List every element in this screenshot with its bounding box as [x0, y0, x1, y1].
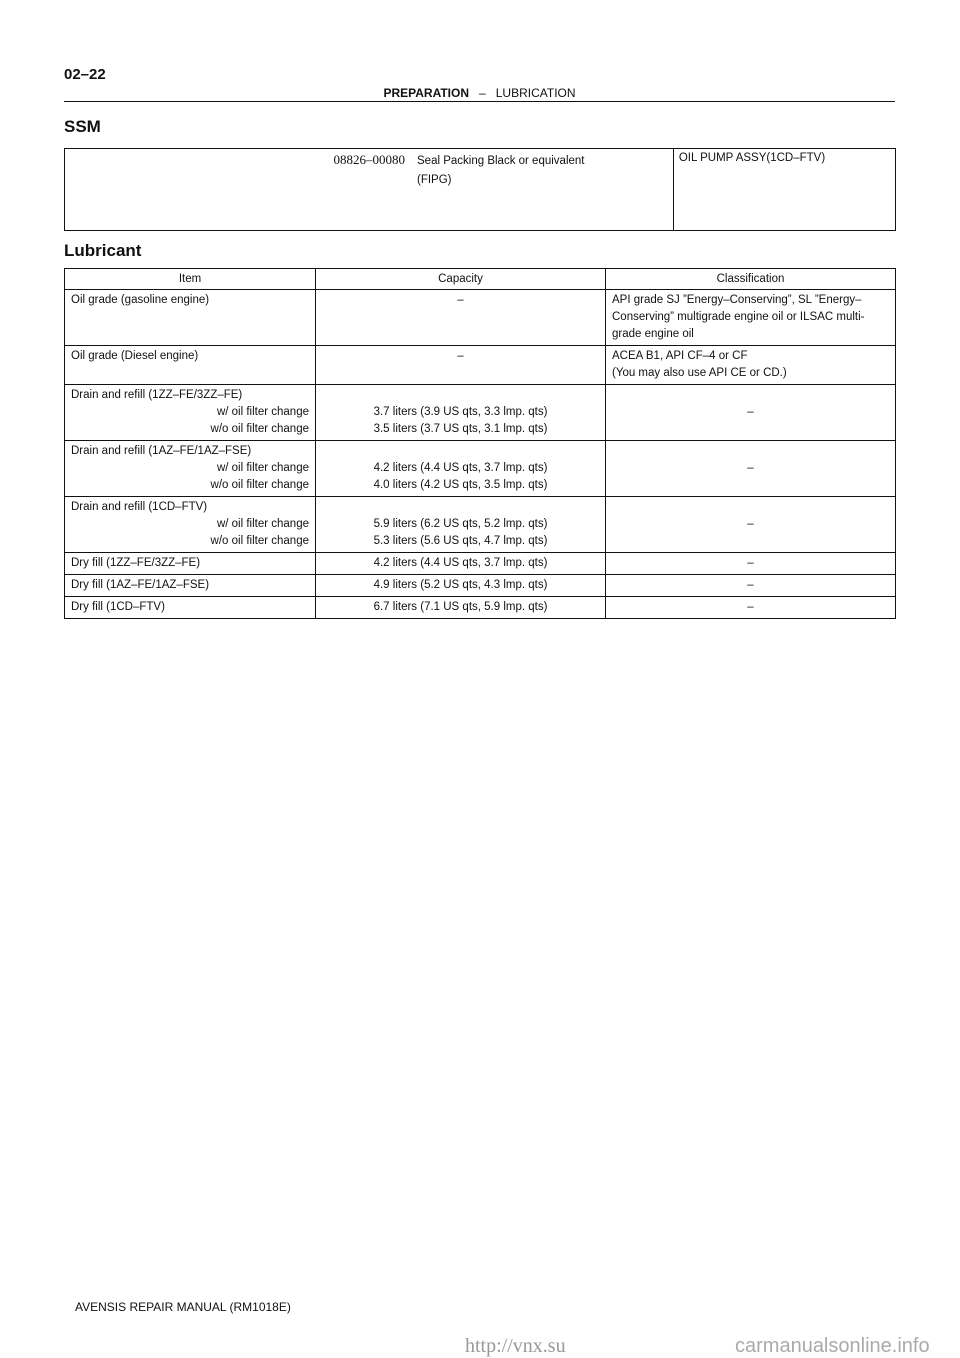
- item-sub-label: w/ oil filter change: [216, 518, 309, 530]
- capacity-value: 3.5 liters (3.7 US qts, 3.1 lmp. qts): [373, 423, 548, 435]
- manual-footer: AVENSIS REPAIR MANUAL (RM1018E): [75, 1300, 291, 1314]
- classification-cell: –: [606, 553, 896, 575]
- classification-line: grade engine oil: [612, 328, 694, 340]
- item-sub-label: w/ oil filter change: [216, 406, 309, 418]
- lubricant-heading: Lubricant: [64, 241, 142, 260]
- classification-cell: –: [606, 597, 896, 619]
- item-label: Drain and refill (1ZZ–FE/3ZZ–FE): [71, 389, 243, 401]
- item-cell: [65, 441, 316, 497]
- table-row: [65, 597, 896, 619]
- item-cell: Dry fill (1ZZ–FE/3ZZ–FE): [65, 553, 316, 575]
- capacity-value: 5.9 liters (6.2 US qts, 5.2 lmp. qts): [373, 518, 548, 530]
- subsection-title: LUBRICATION: [495, 86, 576, 100]
- ssm-part-name-line1: Seal Packing Black or equivalent: [417, 155, 585, 167]
- capacity-cell: –: [316, 290, 606, 346]
- item-sub-label: w/ oil filter change: [216, 462, 309, 474]
- capacity-value: 4.2 liters (4.4 US qts, 3.7 lmp. qts): [373, 462, 548, 474]
- table-row: [65, 497, 896, 553]
- ssm-heading: SSM: [64, 117, 101, 136]
- capacity-value: 4.0 liters (4.2 US qts, 3.5 lmp. qts): [373, 479, 548, 491]
- table-row: [65, 575, 896, 597]
- classification-cell: –: [606, 497, 896, 553]
- capacity-cell: –: [316, 346, 606, 385]
- lubricant-table: [64, 268, 896, 619]
- table-row: [65, 385, 896, 441]
- classification-cell: [606, 346, 896, 385]
- table-header-row: [65, 269, 896, 290]
- capacity-cell: 4.2 liters (4.4 US qts, 3.7 lmp. qts): [316, 553, 606, 575]
- ssm-row: [65, 149, 896, 231]
- classification-line: (You may also use API CE or CD.): [612, 367, 787, 379]
- table-row: [65, 290, 896, 346]
- capacity-value: 5.3 liters (5.6 US qts, 4.7 lmp. qts): [373, 535, 548, 547]
- item-cell: [65, 497, 316, 553]
- classification-line: API grade SJ ”Energy–Conserving”, SL ”Energy–: [612, 294, 862, 306]
- page-number: 02–22: [64, 66, 106, 83]
- item-cell: Dry fill (1AZ–FE/1AZ–FSE): [65, 575, 316, 597]
- column-header-item: Item: [65, 269, 316, 290]
- item-cell: Oil grade (gasoline engine): [65, 290, 316, 346]
- item-cell: Oil grade (Diesel engine): [65, 346, 316, 385]
- table-row: [65, 441, 896, 497]
- column-header-capacity: Capacity: [316, 269, 606, 290]
- item-cell: Dry fill (1CD–FTV): [65, 597, 316, 619]
- capacity-cell: 4.9 liters (5.2 US qts, 4.3 lmp. qts): [316, 575, 606, 597]
- ssm-table: [64, 148, 896, 231]
- classification-cell: –: [606, 575, 896, 597]
- item-cell: [65, 385, 316, 441]
- item-label: Drain and refill (1AZ–FE/1AZ–FSE): [71, 445, 252, 457]
- ssm-usage: OIL PUMP ASSY(1CD–FTV): [673, 149, 895, 231]
- ssm-part-cell: [65, 149, 674, 231]
- capacity-cell: 6.7 liters (7.1 US qts, 5.9 lmp. qts): [316, 597, 606, 619]
- item-sub-label: w/o oil filter change: [210, 423, 309, 435]
- capacity-cell: [316, 497, 606, 553]
- section-title: PREPARATION: [383, 86, 470, 100]
- watermark-link[interactable]: http://vnx.su: [465, 1335, 566, 1357]
- item-sub-label: w/o oil filter change: [210, 535, 309, 547]
- table-row: [65, 346, 896, 385]
- capacity-cell: [316, 441, 606, 497]
- classification-cell: –: [606, 441, 896, 497]
- table-row: [65, 553, 896, 575]
- column-header-classification: Classification: [606, 269, 896, 290]
- classification-cell: –: [606, 385, 896, 441]
- watermark-site: carmanualsonline.info: [735, 1335, 930, 1357]
- classification-cell: [606, 290, 896, 346]
- capacity-value: 3.7 liters (3.9 US qts, 3.3 lmp. qts): [373, 406, 548, 418]
- header-separator: –: [479, 86, 486, 100]
- classification-line: ACEA B1, API CF–4 or CF: [612, 350, 748, 362]
- capacity-cell: [316, 385, 606, 441]
- ssm-part-name-line2: (FIPG): [417, 174, 452, 186]
- header-rule: [64, 101, 895, 102]
- section-header: [64, 86, 895, 100]
- item-label: Drain and refill (1CD–FTV): [71, 501, 208, 513]
- classification-line: Conserving” multigrade engine oil or ILSAC multi-: [612, 311, 865, 323]
- item-sub-label: w/o oil filter change: [210, 479, 309, 491]
- ssm-part-name: [413, 152, 585, 190]
- ssm-part-number: 08826–00080: [333, 152, 405, 167]
